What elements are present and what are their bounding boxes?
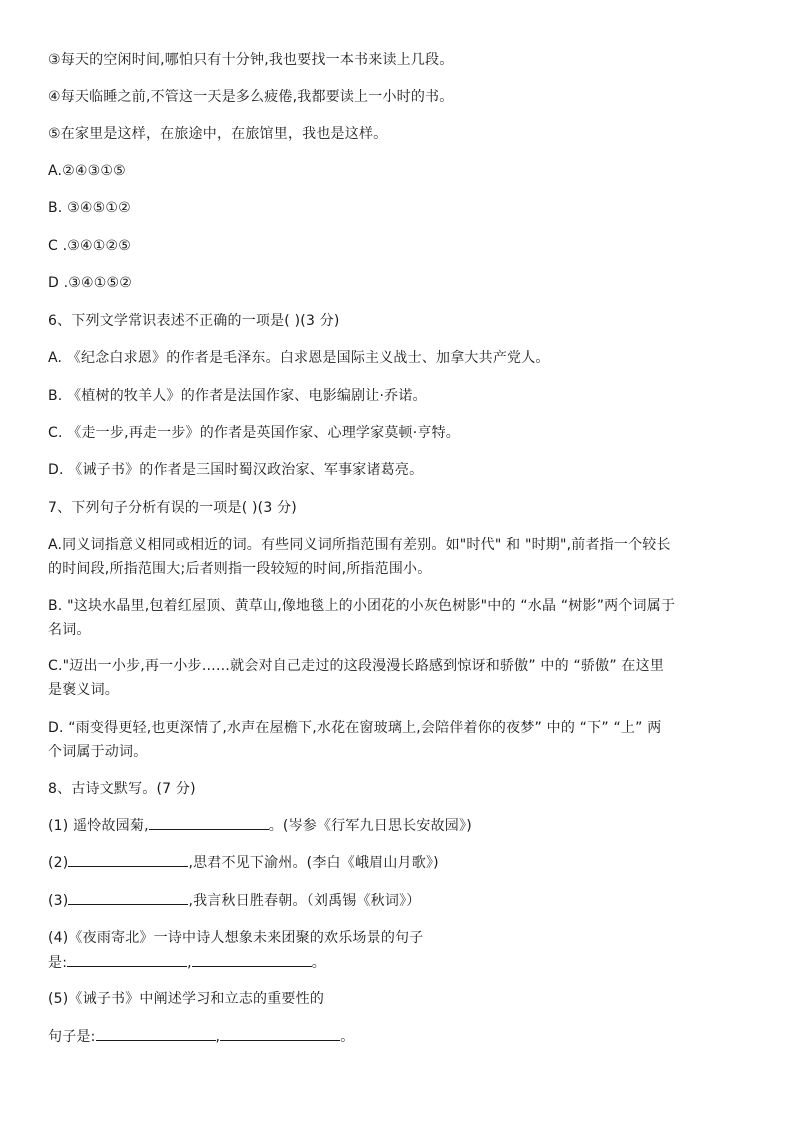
- poem-item-4-suffix: 。: [311, 955, 326, 971]
- answer-blank[interactable]: [149, 814, 269, 830]
- order-option-b: B. ③④⑤①②: [48, 200, 131, 216]
- poem-item-4-separator: ,: [187, 955, 192, 971]
- question-6-option-a: A. 《纪念白求恩》的作者是毛泽东。白求恩是国际主义战士、加拿大共产党人。: [48, 350, 550, 366]
- answer-blank[interactable]: [68, 851, 188, 867]
- question-6-option-c: C. 《走一步,再走一步》的作者是英国作家、心理学家莫顿·亨特。: [48, 425, 460, 441]
- question-7-option-d-line1: D. “雨变得更轻,也更深情了,水声在屋檐下,水花在窗玻璃上,会陪伴着你的夜梦” 中的 “下” “上” 两: [48, 720, 662, 736]
- question-7-stem: 7、下列句子分析有误的一项是( )(3 分): [48, 500, 297, 516]
- poem-item-5-line1: (5)《诫子书》中阐述学习和立志的重要性的: [48, 991, 325, 1007]
- question-6-stem: 6、下列文学常识表述不正确的一项是( )(3 分): [48, 313, 340, 329]
- question-7-option-d-line2: 个词属于动词。: [48, 744, 148, 760]
- answer-blank[interactable]: [96, 1025, 216, 1041]
- poem-item-1-prefix: (1) 遥怜故园菊,: [48, 818, 149, 834]
- answer-blank[interactable]: [192, 951, 312, 967]
- question-7-option-c-line2: 是褒义词。: [48, 682, 119, 698]
- question-7-option-c-line1: C."迈出一小步,再一小步……就会对自己走过的这段漫漫长路感到惊讶和骄傲” 中的 “骄傲” 在这里: [48, 658, 665, 674]
- poem-item-5-separator: ,: [215, 1029, 221, 1045]
- question-8-stem: 8、古诗文默写。(7 分): [48, 781, 196, 797]
- poem-item-2-suffix: ,思君不见下渝州。(李白《峨眉山月歌》): [188, 855, 439, 871]
- poem-item-3-prefix: (3): [48, 893, 69, 909]
- poem-item-5-line2: [48, 1025, 748, 1049]
- poem-item-4-line2: [48, 951, 748, 975]
- poem-item-5-prefix: 句子是:: [48, 1029, 96, 1045]
- poem-item-2: [48, 851, 748, 875]
- poem-item-1-suffix: 。(岑参《行军九日思长安故园》): [268, 818, 472, 834]
- answer-blank[interactable]: [68, 889, 188, 905]
- sentence-4: ④每天临睡之前,不管这一天是多么疲倦,我都要读上一小时的书。: [48, 89, 454, 105]
- poem-item-2-prefix: (2): [48, 855, 69, 871]
- poem-item-4-prefix: 是:: [48, 955, 68, 971]
- sentence-3: ③每天的空闲时间,哪怕只有十分钟,我也要找一本书来读上几段。: [48, 52, 454, 68]
- question-7-option-a-line2: 的时间段,所指范围大;后者则指一段较短的时间,所指范围小。: [48, 561, 432, 577]
- order-option-a: A.②④③①⑤: [48, 163, 126, 179]
- question-6-option-d: D. 《诫子书》的作者是三国时蜀汉政治家、军事家诸葛亮。: [48, 462, 424, 478]
- question-6-option-b: B. 《植树的牧羊人》的作者是法国作家、电影编剧让·乔诺。: [48, 388, 427, 404]
- order-option-d: D .③④①⑤②: [48, 275, 133, 291]
- question-7-option-b-line2: 名词。: [48, 622, 91, 638]
- poem-item-3: [48, 889, 748, 913]
- question-7-option-b-line1: B. "这块水晶里,包着红屋顶、黄草山,像地毯上的小团花的小灰色树影"中的 “水晶 “树影”两个词属于: [48, 598, 676, 614]
- answer-blank[interactable]: [220, 1025, 340, 1041]
- sentence-5: ⑤在家里是这样，在旅途中，在旅馆里，我也是这样。: [48, 126, 388, 142]
- poem-item-5-suffix: 。: [340, 1029, 355, 1045]
- order-option-c: C .③④①②⑤: [48, 238, 132, 254]
- poem-item-1: [48, 814, 748, 838]
- poem-item-3-suffix: ,我言秋日胜春朝。（刘禹锡《秋词》）: [188, 893, 421, 909]
- question-7-option-a-line1: A.同义词指意义相同或相近的词。有些同义词所指范围有差别。如"时代" 和 "时期",前者指一个较长: [48, 537, 671, 553]
- poem-item-4-line1: (4)《夜雨寄北》一诗中诗人想象未来团聚的欢乐场景的句子: [48, 930, 424, 946]
- answer-blank[interactable]: [67, 951, 187, 967]
